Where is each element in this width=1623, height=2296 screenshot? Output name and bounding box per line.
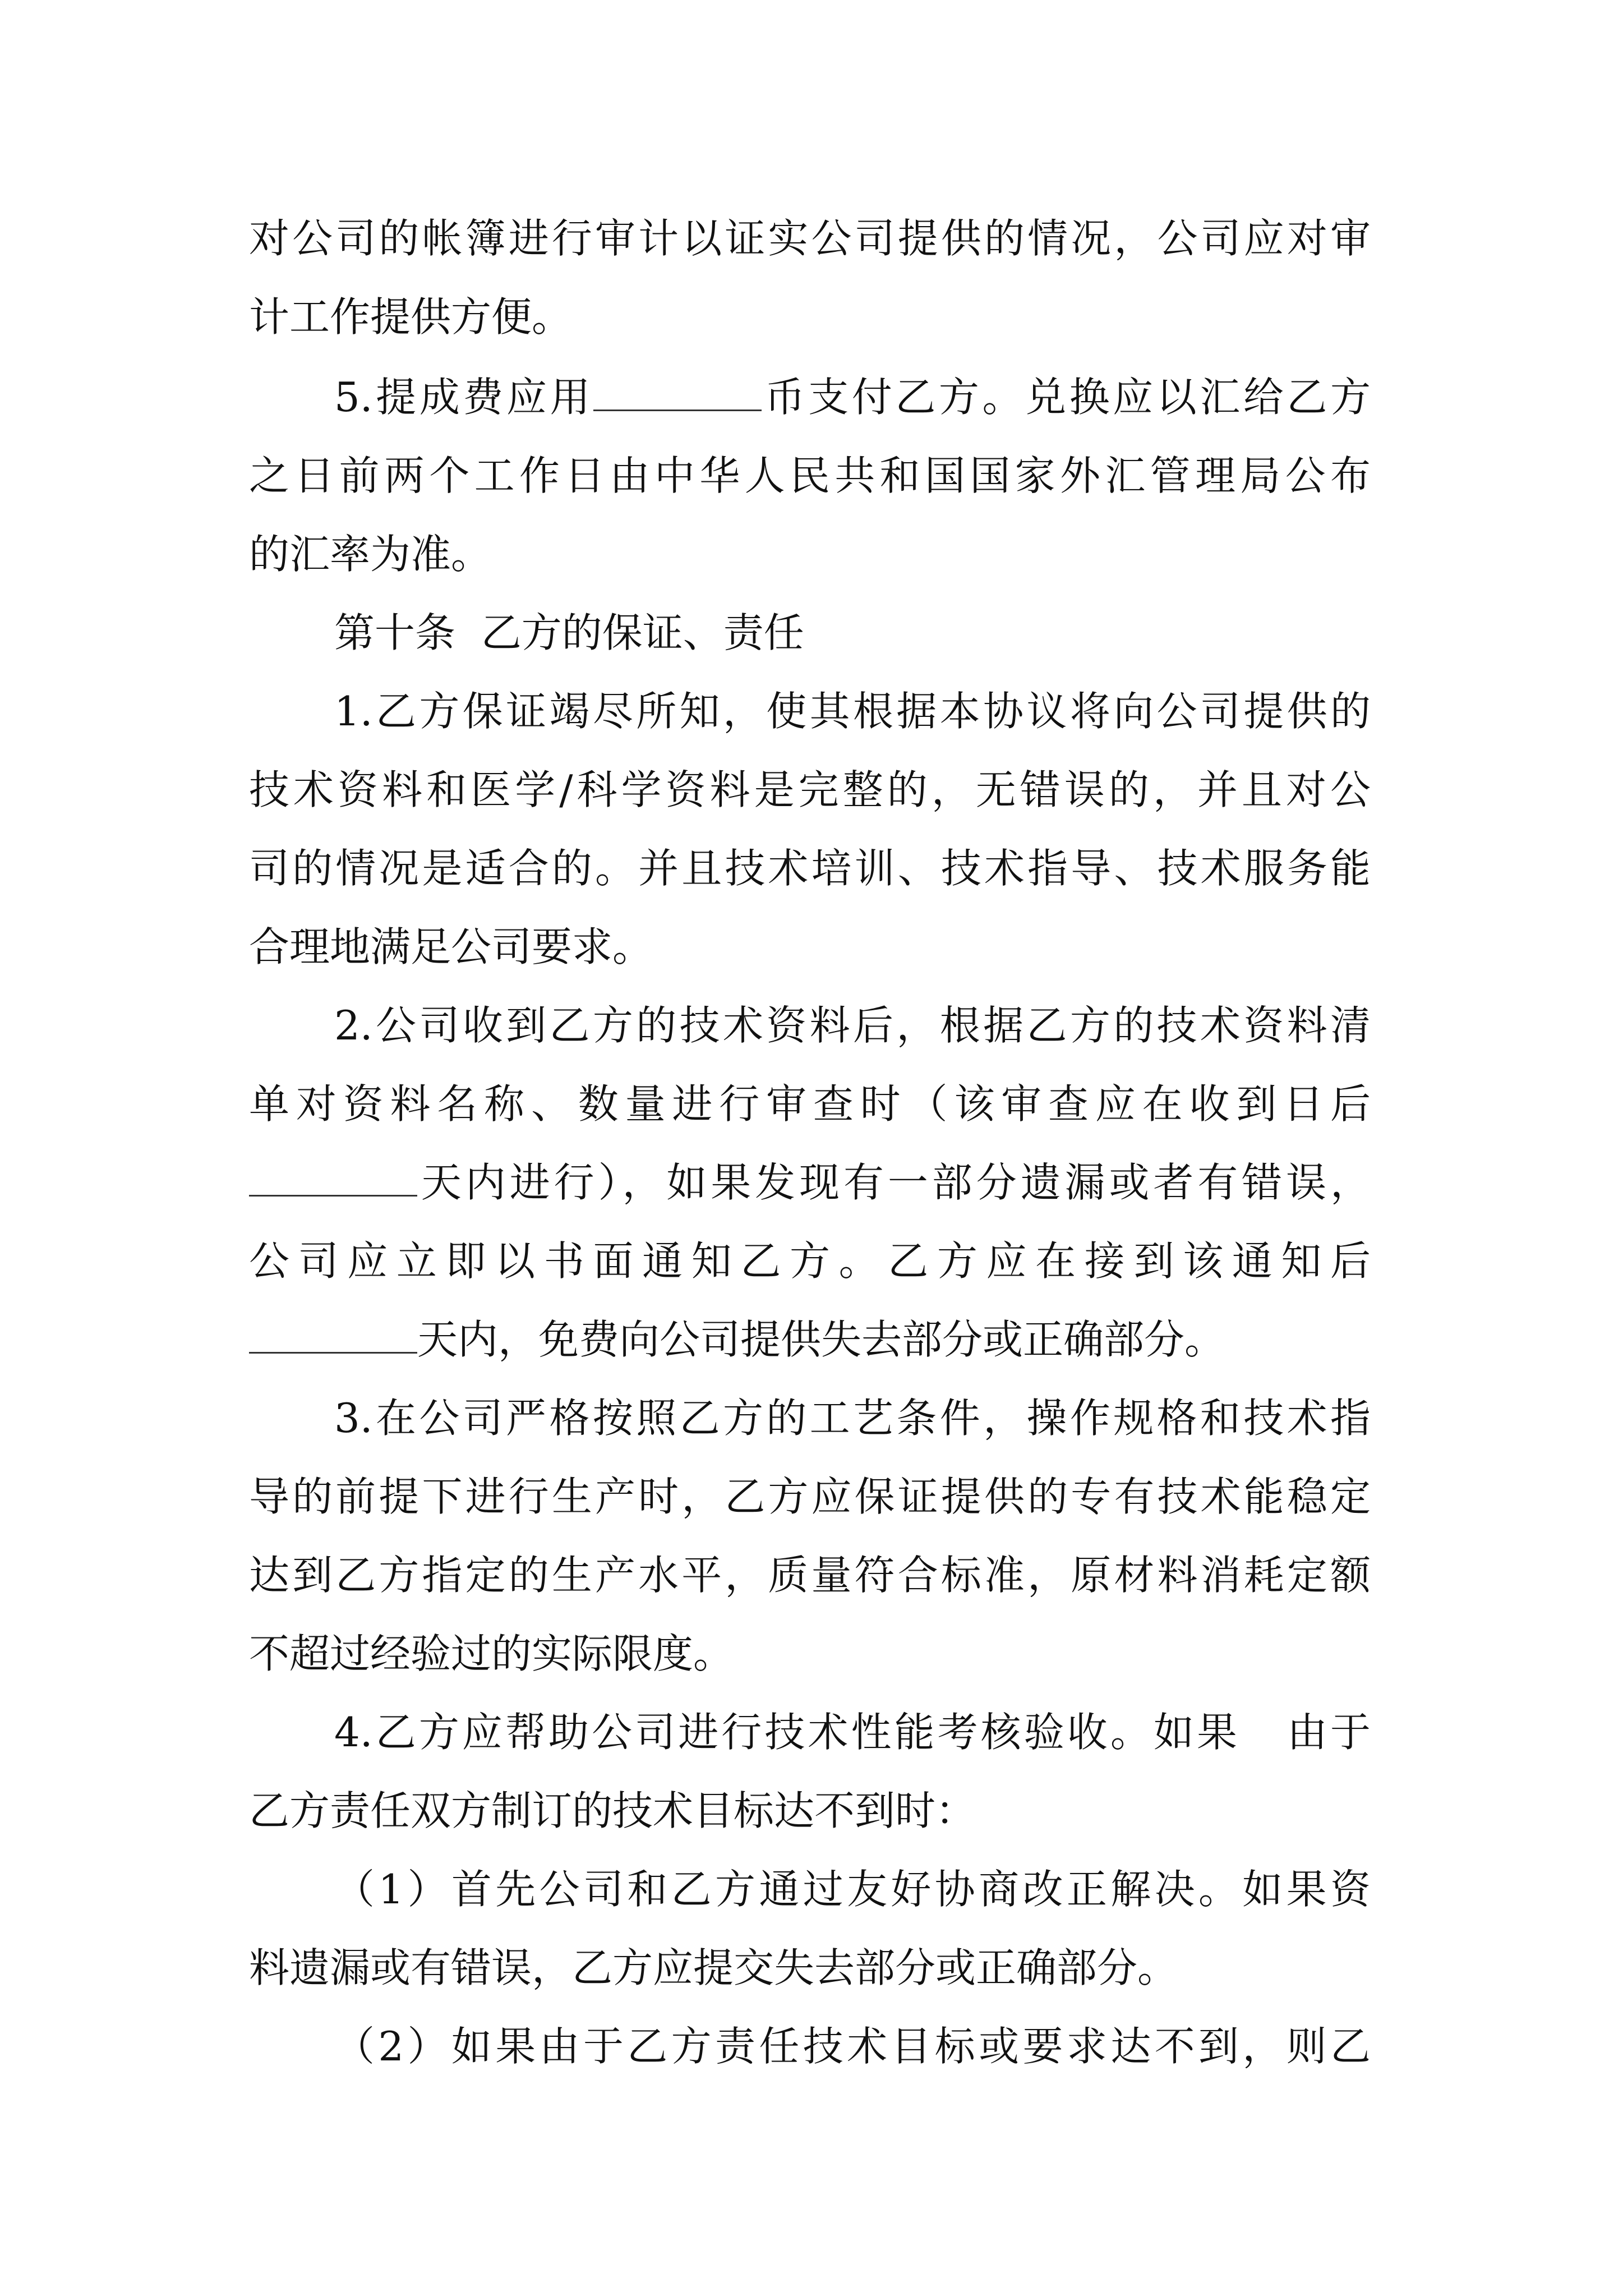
paragraph-line xyxy=(249,1312,1225,1368)
paragraph-line: （2）如果由于乙方责任技术目标或要求达不到，则乙 xyxy=(334,2023,1371,2070)
paragraph-line: 计工作提供方便。 xyxy=(249,293,573,341)
paragraph-line: 对公司的帐簿进行审计以证实公司提供的情况，公司应对审 xyxy=(249,215,1371,262)
clause-text: 5.提成费应用 xyxy=(334,374,594,421)
paragraph-line: 之日前两个工作日由中华人民共和国国家外汇管理局公布 xyxy=(249,452,1371,499)
fill-in-blank[interactable] xyxy=(593,409,762,411)
paragraph-line: 料遗漏或有错误，乙方应提交失去部分或正确部分。 xyxy=(249,1944,1178,1991)
section-heading: 第十条 乙方的保证、责任 xyxy=(334,609,804,656)
paragraph-line: 单对资料名称、数量进行审查时（该审查应在收到日后 xyxy=(249,1080,1371,1128)
paragraph-line: 达到乙方指定的生产水平，质量符合标准，原材料消耗定额 xyxy=(249,1552,1371,1599)
paragraph-line: 1.乙方保证竭尽所知，使其根据本协议将向公司提供的 xyxy=(334,688,1371,735)
paragraph-line xyxy=(334,369,1371,425)
fill-in-blank[interactable] xyxy=(249,1195,417,1197)
paragraph-line: 2.公司收到乙方的技术资料后，根据乙方的技术资料清 xyxy=(334,1002,1371,1049)
paragraph-line: 的汇率为准。 xyxy=(249,531,492,578)
paragraph-line: （1）首先公司和乙方通过友好协商改正解决。如果资 xyxy=(334,1866,1371,1913)
fill-in-blank[interactable] xyxy=(249,1352,417,1354)
paragraph-line: 技术资料和医学/科学资料是完整的，无错误的，并且对公 xyxy=(249,766,1371,813)
paragraph-line: 导的前提下进行生产时，乙方应保证提供的专有技术能稳定 xyxy=(249,1473,1371,1520)
paragraph-line: 4.乙方应帮助公司进行技术性能考核验收。如果 由于 xyxy=(334,1709,1371,1756)
clause-text: 币支付乙方。兑换应以汇给乙方 xyxy=(762,374,1371,421)
paragraph-line: 公司应立即以书面通知乙方。乙方应在接到该通知后 xyxy=(249,1237,1371,1285)
clause-text: 天内，免费向公司提供失去部分或正确部分。 xyxy=(417,1316,1225,1363)
paragraph-line: 3.在公司严格按照乙方的工艺条件，操作规格和技术指 xyxy=(334,1395,1371,1442)
clause-text: 天内进行），如果发现有一部分遗漏或者有错误， xyxy=(417,1159,1371,1206)
paragraph-line: 合理地满足公司要求。 xyxy=(249,923,653,970)
paragraph-line: 司的情况是适合的。并且技术培训、技术指导、技术服务能 xyxy=(249,845,1371,892)
paragraph-line: 乙方责任双方制订的技术目标达不到时： xyxy=(249,1787,976,1834)
paragraph-line: 不超过经验过的实际限度。 xyxy=(249,1630,734,1677)
paragraph-line xyxy=(249,1154,1371,1211)
